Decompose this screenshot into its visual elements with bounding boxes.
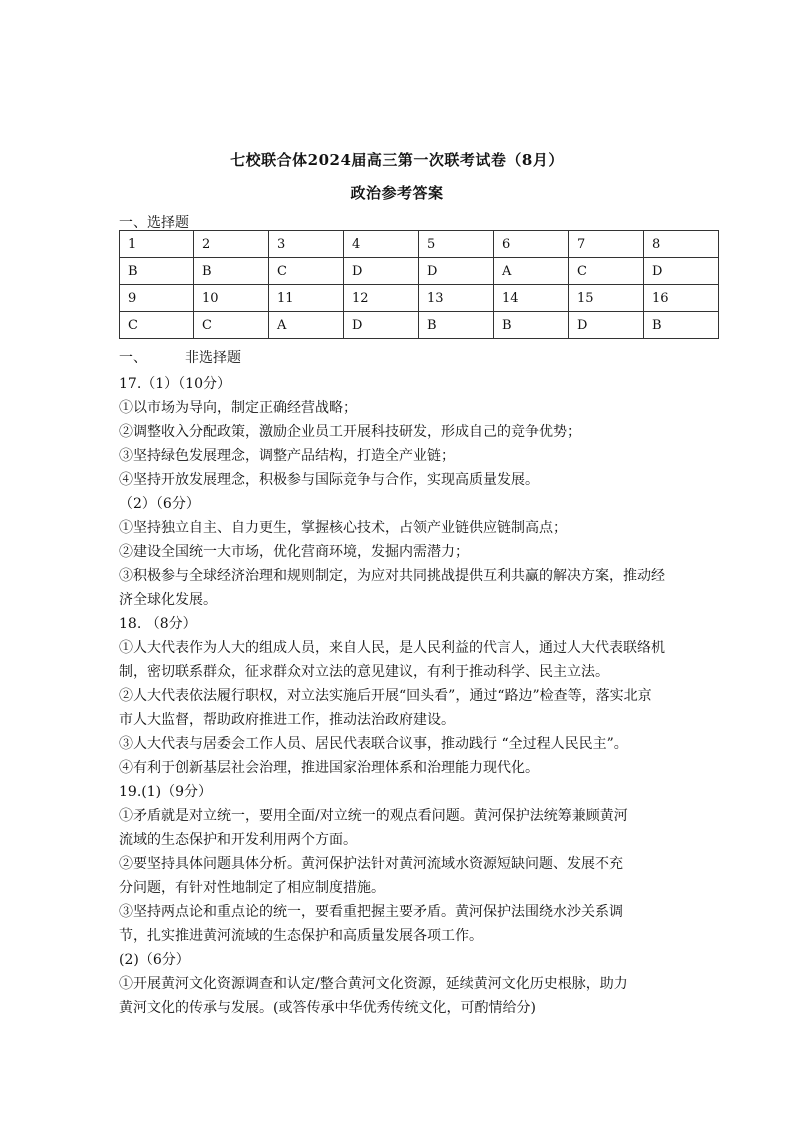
text-line: ③积极参与全球经济治理和规则制定，为应对共同挑战提供互利共赢的解决方案，推动经 — [119, 568, 665, 584]
text-line: 市人大监督，帮助政府推进工作，推动法治政府建设。 — [119, 712, 455, 728]
table-cell: A — [493, 258, 568, 285]
text-line: ②要坚持具体问题具体分析。黄河保护法针对黄河流域水资源短缺问题、发展不充 — [119, 856, 623, 872]
text-line: 18. （8分） — [119, 616, 197, 632]
table-cell: B — [193, 258, 268, 285]
page-title: 七校联合体2024届高三第一次联考试卷（8月） — [230, 151, 564, 169]
table-cell: 13 — [418, 285, 493, 312]
table-cell: 2 — [193, 231, 268, 258]
table-row — [120, 258, 719, 285]
text-line: 济全球化发展。 — [119, 592, 217, 608]
table-row — [120, 312, 719, 339]
text-line: ②人大代表依法履行职权，对立法实施后开展“回头看”，通过“路边”检查等，落实北京 — [119, 688, 652, 704]
table-cell: B — [493, 312, 568, 339]
text-line: ③坚持两点论和重点论的统一，要看重把握主要矛盾。黄河保护法围绕水沙关系调 — [119, 904, 623, 920]
table-cell: 4 — [343, 231, 418, 258]
table-cell: 7 — [568, 231, 643, 258]
table-cell: 1 — [120, 231, 194, 258]
table-cell: C — [568, 258, 643, 285]
table-cell: C — [193, 312, 268, 339]
table-cell: 8 — [643, 231, 718, 258]
table-cell: 16 — [643, 285, 718, 312]
section-label: 非选择题 — [185, 350, 241, 366]
text-line: 黄河文化的传承与发展。(或答传承中华优秀传统文化，可酌情给分) — [119, 1000, 536, 1016]
answer-table — [119, 230, 719, 339]
text-line: ①以市场为导向，制定正确经营战略； — [119, 400, 357, 416]
table-cell: D — [418, 258, 493, 285]
table-cell: B — [418, 312, 493, 339]
table-cell: C — [120, 312, 194, 339]
section-number: 一、 — [119, 350, 147, 366]
text-line: ①人大代表作为人大的组成人员，来自人民，是人民利益的代言人，通过人大代表联络机 — [119, 640, 665, 656]
table-cell: B — [120, 258, 194, 285]
text-line: ④坚持开放发展理念，积极参与国际竞争与合作，实现高质量发展。 — [119, 472, 539, 488]
table-cell: D — [343, 312, 418, 339]
text-line: 分问题，有针对性地制定了相应制度措施。 — [119, 880, 385, 896]
text-line: 流域的生态保护和开发利用两个方面。 — [119, 832, 357, 848]
table-cell: C — [268, 258, 343, 285]
table-cell: B — [643, 312, 718, 339]
table-cell: D — [568, 312, 643, 339]
text-line: ③坚持绿色发展理念，调整产品结构，打造全产业链； — [119, 448, 455, 464]
table-cell: 3 — [268, 231, 343, 258]
table-row — [120, 231, 719, 258]
table-cell: D — [643, 258, 718, 285]
text-line: 19.(1)（9分） — [119, 784, 213, 800]
table-cell: 14 — [493, 285, 568, 312]
text-line: 节，扎实推进黄河流域的生态保护和高质量发展各项工作。 — [119, 928, 483, 944]
table-cell: D — [343, 258, 418, 285]
section-heading-choice: 一、选择题 — [119, 215, 189, 231]
text-line: ①开展黄河文化资源调查和认定/整合黄河文化资源，延续黄河文化历史根脉，助力 — [119, 976, 628, 992]
text-line: ③人大代表与居委会工作人员、居民代表联合议事，推动践行 “全过程人民民主”。 — [119, 736, 628, 752]
text-line: (2)（6分） — [119, 952, 190, 968]
table-cell: 9 — [120, 285, 194, 312]
table-cell: 6 — [493, 231, 568, 258]
table-cell: 15 — [568, 285, 643, 312]
text-line: 17.（1）（10分） — [119, 376, 231, 392]
table-cell: 5 — [418, 231, 493, 258]
table-cell: A — [268, 312, 343, 339]
table-cell: 11 — [268, 285, 343, 312]
table-cell: 10 — [193, 285, 268, 312]
page-subtitle: 政治参考答案 — [350, 184, 444, 202]
text-line: ②建设全国统一大市场，优化营商环境，发掘内需潜力； — [119, 544, 469, 560]
text-line: （2）（6分） — [119, 496, 200, 512]
text-line: ②调整收入分配政策，激励企业员工开展科技研发，形成自己的竞争优势； — [119, 424, 581, 440]
section-heading-non-choice — [119, 347, 241, 367]
text-line: 制，密切联系群众，征求群众对立法的意见建议，有利于推动科学、民主立法。 — [119, 664, 609, 680]
text-line: ①矛盾就是对立统一，要用全面/对立统一的观点看问题。黄河保护法统筹兼顾黄河 — [119, 808, 628, 824]
text-line: ①坚持独立自主、自力更生，掌握核心技术，占领产业链供应链制高点； — [119, 520, 567, 536]
table-cell: 12 — [343, 285, 418, 312]
answer-body — [119, 372, 679, 1020]
table-row — [120, 285, 719, 312]
text-line: ④有利于创新基层社会治理，推进国家治理体系和治理能力现代化。 — [119, 760, 539, 776]
